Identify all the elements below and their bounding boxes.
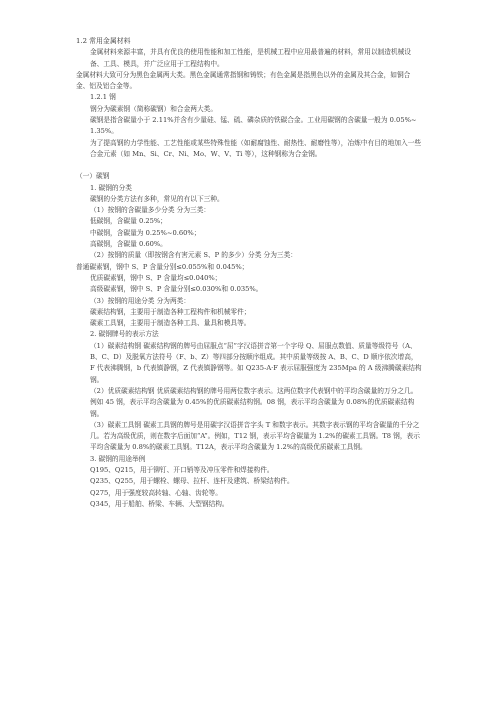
carbon-steel-line: 碳素结构钢，主要用于制造各种工程构件和机械零件； [90, 307, 251, 316]
carbon-steel-line: （1）按钢的含碳量多少分类 分为三类： [90, 206, 211, 215]
carbon-steel-line: Q195、Q215，用于铆钉、开口销等及冲压零件和焊接构件。 [90, 465, 274, 474]
carbon-steel-line: （2）优质碳素结构钢 优质碳素结构钢的牌号用两位数字表示。这两位数字代表钢中的平均含碳量的万分之几。例如 45 钢，表示平均含碳量为 0.45%的优质碳素结构钢。08 钢，表示平均含碳量为 0.08%的优质碳素结构钢。 [90, 386, 418, 418]
carbon-steel-line: Q275，用于强度较高转轴、心轴、齿轮等。 [90, 488, 222, 497]
section-title: 1.2 常用金属材料 [76, 37, 131, 45]
carbon-steel-line: 优质碳素钢，钢中 S、P 含量均≤0.040%； [90, 273, 222, 282]
carbon-steel-line: 高碳钢，含碳量 0.60%。 [90, 240, 167, 249]
subsection-title: 1.2.1 钢 [90, 93, 116, 102]
carbon-steel-line: （2）按钢的质量（即按钢含有害元素 S、P 的多少）分类 分为三类： [90, 251, 297, 260]
carbon-steel-line: 普通碳素钢，钢中 S、P 含量分别≤0.055%和 0.045%； [76, 262, 249, 271]
carbon-steel-body [76, 183, 422, 511]
section-gap [76, 160, 422, 171]
carbon-steel-line: 3. 碳钢的用途举例 [90, 454, 146, 463]
carbon-steel-line: 中碳钢，含碳量为 0.25%~0.60%； [90, 228, 201, 237]
carbon-steel-line: 高级碳素钢，钢中 S、P 含量分别≤0.030%和 0.035%。 [90, 285, 263, 294]
document-page [76, 36, 422, 510]
carbon-steel-line: （3）按钢的用途分类 分为两类： [90, 296, 191, 305]
carbon-steel-line: 2. 碳钢牌号的表示方法 [90, 330, 159, 339]
carbon-steel-line: 碳素工具钢，主要用于制造各种工具、量具和模具等。 [90, 319, 251, 328]
carbon-steel-line: （1）碳素结构钢 碳素结构钢的牌号由屈服点“屈”字汉语拼音第一个字母 Q、屈服点数值、质量等级符号（A、B、C、D）及脱氧方法符号（F、b、Z）等四部分按顺序组成。其中质量等级按 A、B、C、D 顺序依次增高，F 代表沸腾钢，b 代表镇静钢，Z 代表镇静钢等。如 Q235-A·F 表示屈服强度为 235Mpa 的 A 级沸腾碳素结构钢。 [90, 341, 422, 384]
steel-paragraph: 为了提高钢的力学性能、工艺性能或某些特殊性能（如耐腐蚀性、耐热性、耐磨性等），冶炼中有目的地加入一些合金元素（如 Mn、Si、Cr、Ni、Mo、W、V、Ti 等），这种钢称为合金钢。 [90, 138, 422, 158]
carbon-steel-line: 碳钢的分类方法有多种，常见的有以下三种。 [90, 194, 224, 203]
steel-paragraph: 碳钢是指含碳量小于 2.11%并含有少量硅、锰、硫、磷杂质的铁碳合金。工业用碳钢的含碳量一般为 0.05%~1.35%。 [90, 116, 417, 136]
intro-paragraph: 金属材料大致可分为黑色金属两大类。黑色金属通常指钢和铸铁；有色金属是指黑色以外的金属及其合金，如铜合金、铝及铝合金等。 [76, 70, 411, 91]
carbon-steel-line: （3）碳素工具钢 碳素工具钢的牌号是用碳字汉语拼音字头 T 和数字表示。其数字表示钢的平均含碳量的千分之几。若为高级优质，则在数字后面加“A”。例如，T12 钢，表示平均含碳量为 1.2%的碳素工具钢。T8 钢，表示平均含碳量为 0.8%的碳素工具钢。T12A，表示平均含碳量为 1.2%的高级优质碳素工具钢。 [90, 420, 420, 452]
carbon-steel-line: 1. 碳钢的分类 [90, 183, 132, 192]
carbon-steel-line: Q235、Q255，用于螺栓、螺母、拉杆、连杆及建筑、桥梁结构件。 [90, 477, 294, 486]
intro-paragraph: 金属材料来源丰富，并具有优良的使用性能和加工性能，是机械工程中应用最普遍的材料，常用以制造机械设备、工具、模具，并广泛应用于工程结构中。 [90, 48, 411, 68]
steel-paragraph: 钢分为碳素钢（简称碳钢）和合金两大类。 [90, 104, 218, 113]
carbon-steel-line: Q345，用于船舶、桥梁、车辆、大型钢结构。 [90, 499, 229, 508]
carbon-steel-heading: （一）碳钢 [76, 172, 110, 181]
carbon-steel-line: 低碳钢，含碳量 0.25%； [90, 217, 167, 226]
